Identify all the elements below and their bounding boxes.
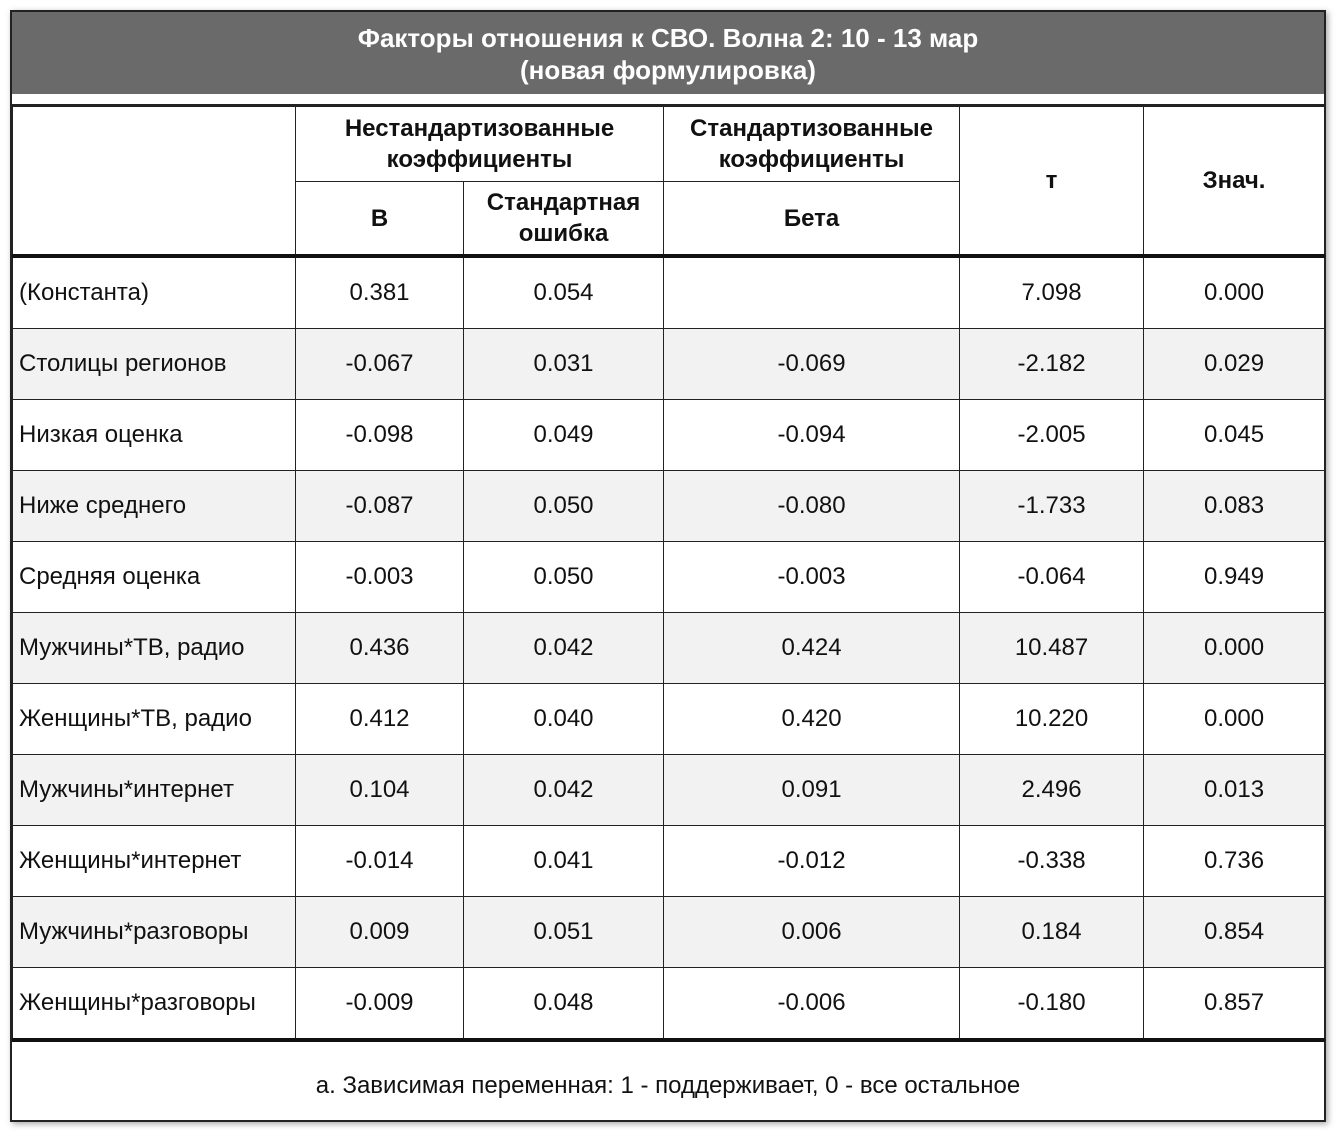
table-title-bar <box>12 12 1324 94</box>
cell-beta: 0.091 <box>664 755 960 826</box>
cell-t: -2.182 <box>960 329 1144 400</box>
table-row <box>13 471 1325 542</box>
cell-t: -0.338 <box>960 826 1144 897</box>
header-standardized-group: Стандартизованные коэффициенты <box>664 107 960 182</box>
table-row <box>13 684 1325 755</box>
table-body <box>13 256 1325 1040</box>
cell-std-error: 0.048 <box>464 968 664 1041</box>
cell-variable: Мужчины*интернет <box>13 755 296 826</box>
cell-beta: 0.420 <box>664 684 960 755</box>
cell-std-error: 0.050 <box>464 542 664 613</box>
cell-t: -2.005 <box>960 400 1144 471</box>
table-row <box>13 968 1325 1041</box>
table-row <box>13 826 1325 897</box>
cell-b: -0.003 <box>296 542 464 613</box>
cell-std-error: 0.049 <box>464 400 664 471</box>
cell-beta: -0.080 <box>664 471 960 542</box>
header-significance: Знач. <box>1144 107 1325 257</box>
header-unstandardized-group: Нестандартизованные коэффициенты <box>296 107 664 182</box>
cell-b: 0.009 <box>296 897 464 968</box>
cell-t: 0.184 <box>960 897 1144 968</box>
cell-significance: 0.045 <box>1144 400 1325 471</box>
cell-variable: Низкая оценка <box>13 400 296 471</box>
cell-beta: -0.069 <box>664 329 960 400</box>
cell-variable: Мужчины*разговоры <box>13 897 296 968</box>
cell-significance: 0.000 <box>1144 684 1325 755</box>
cell-b: -0.014 <box>296 826 464 897</box>
table-row <box>13 329 1325 400</box>
cell-variable: Женщины*интернет <box>13 826 296 897</box>
cell-b: -0.087 <box>296 471 464 542</box>
cell-t: 2.496 <box>960 755 1144 826</box>
cell-variable: Средняя оценка <box>13 542 296 613</box>
cell-significance: 0.857 <box>1144 968 1325 1041</box>
header-t: т <box>960 107 1144 257</box>
cell-t: -0.180 <box>960 968 1144 1041</box>
cell-significance: 0.013 <box>1144 755 1325 826</box>
cell-t: 7.098 <box>960 256 1144 329</box>
cell-significance: 0.029 <box>1144 329 1325 400</box>
table-footnote: a. Зависимая переменная: 1 - поддерживает, 0 - все остальное <box>315 1072 1021 1099</box>
table-subtitle: (новая формулировка) <box>520 55 816 85</box>
header-b: B <box>296 182 464 257</box>
cell-variable: Мужчины*ТВ, радио <box>13 613 296 684</box>
table-row <box>13 256 1325 329</box>
cell-significance: 0.000 <box>1144 613 1325 684</box>
cell-variable: Столицы регионов <box>13 329 296 400</box>
cell-beta: 0.006 <box>664 897 960 968</box>
cell-std-error: 0.054 <box>464 256 664 329</box>
cell-variable: (Константа) <box>13 256 296 329</box>
cell-significance: 0.949 <box>1144 542 1325 613</box>
coefficients-table <box>12 106 1325 1042</box>
cell-significance: 0.000 <box>1144 256 1325 329</box>
cell-t: -0.064 <box>960 542 1144 613</box>
cell-b: -0.098 <box>296 400 464 471</box>
cell-t: 10.220 <box>960 684 1144 755</box>
table-row <box>13 897 1325 968</box>
cell-b: -0.009 <box>296 968 464 1041</box>
cell-b: 0.436 <box>296 613 464 684</box>
cell-std-error: 0.042 <box>464 613 664 684</box>
cell-std-error: 0.042 <box>464 755 664 826</box>
cell-beta <box>664 256 960 329</box>
cell-beta: 0.424 <box>664 613 960 684</box>
cell-b: 0.381 <box>296 256 464 329</box>
table-row <box>13 400 1325 471</box>
cell-variable: Женщины*разговоры <box>13 968 296 1041</box>
cell-variable: Женщины*ТВ, радио <box>13 684 296 755</box>
cell-std-error: 0.041 <box>464 826 664 897</box>
table-row <box>13 542 1325 613</box>
cell-variable: Ниже среднего <box>13 471 296 542</box>
cell-beta: -0.094 <box>664 400 960 471</box>
cell-t: 10.487 <box>960 613 1144 684</box>
cell-beta: -0.003 <box>664 542 960 613</box>
cell-std-error: 0.050 <box>464 471 664 542</box>
cell-b: 0.104 <box>296 755 464 826</box>
cell-std-error: 0.031 <box>464 329 664 400</box>
table-row <box>13 755 1325 826</box>
cell-std-error: 0.040 <box>464 684 664 755</box>
cell-beta: -0.006 <box>664 968 960 1041</box>
cell-b: -0.067 <box>296 329 464 400</box>
header-std-error: Стандартная ошибка <box>464 182 664 257</box>
cell-t: -1.733 <box>960 471 1144 542</box>
cell-beta: -0.012 <box>664 826 960 897</box>
cell-significance: 0.083 <box>1144 471 1325 542</box>
header-beta: Бета <box>664 182 960 257</box>
table-title: Факторы отношения к СВО. Волна 2: 10 - 13 мар <box>357 23 979 53</box>
header-variable <box>13 107 296 257</box>
title-separator <box>12 94 1324 106</box>
cell-b: 0.412 <box>296 684 464 755</box>
cell-significance: 0.736 <box>1144 826 1325 897</box>
regression-table-panel <box>10 10 1326 1122</box>
cell-std-error: 0.051 <box>464 897 664 968</box>
table-row <box>13 613 1325 684</box>
cell-significance: 0.854 <box>1144 897 1325 968</box>
